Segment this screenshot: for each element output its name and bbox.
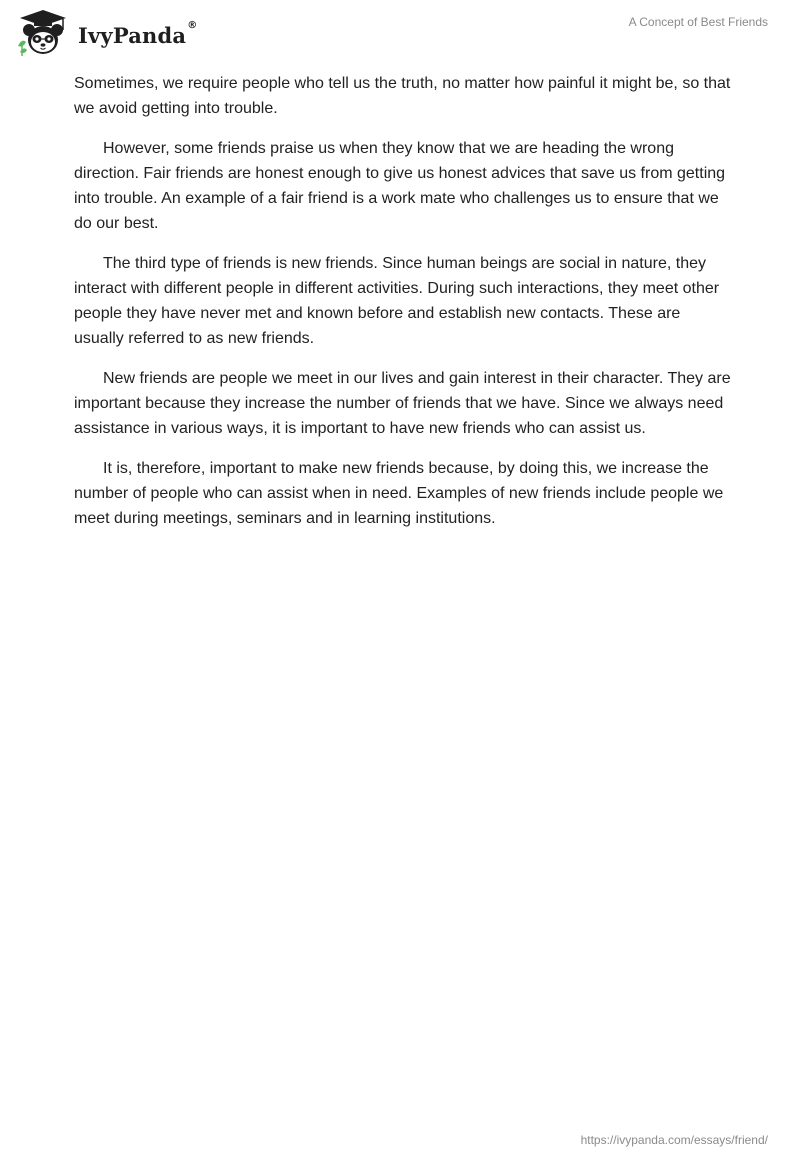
source-url[interactable]: https://ivypanda.com/essays/friend/ [580, 1133, 768, 1147]
essay-body [74, 71, 734, 546]
panda-logo-icon [14, 8, 72, 58]
ivypanda-logo[interactable] [14, 8, 197, 58]
registered-mark: ® [187, 19, 198, 31]
paragraph: New friends are people we meet in our lives and gain interest in their character. They are important because they increase the number of friends that we have. Since we always need assistance in various ways, it is important to have new friends who can assist us. [74, 370, 731, 437]
document-title: A Concept of Best Friends [628, 15, 768, 29]
brand-name [78, 19, 198, 48]
paragraph: However, some friends praise us when they know that we are heading the wrong direction. Fair friends are honest enough to give us honest advices that save us from getting into trouble. An example of a fair friend is a work mate who challenges us to ensure that we do our best. [74, 140, 726, 232]
paragraph: The third type of friends is new friends. Since human beings are social in nature, they interact with different people in different activities. During such interactions, they meet other people they have never met and known before and establish new contacts. These are usually referred to as new friends. [74, 255, 720, 347]
brand-name-text: IvyPanda [78, 22, 187, 48]
paragraph: Sometimes, we require people who tell us the truth, no matter how painful it might be, so that we avoid getting into trouble. [74, 75, 731, 117]
page-header [0, 0, 800, 70]
paragraph: It is, therefore, important to make new friends because, by doing this, we increase the number of people who can assist when in need. Examples of new friends include people we meet during meetings, seminars and in learning institutions. [74, 460, 724, 527]
